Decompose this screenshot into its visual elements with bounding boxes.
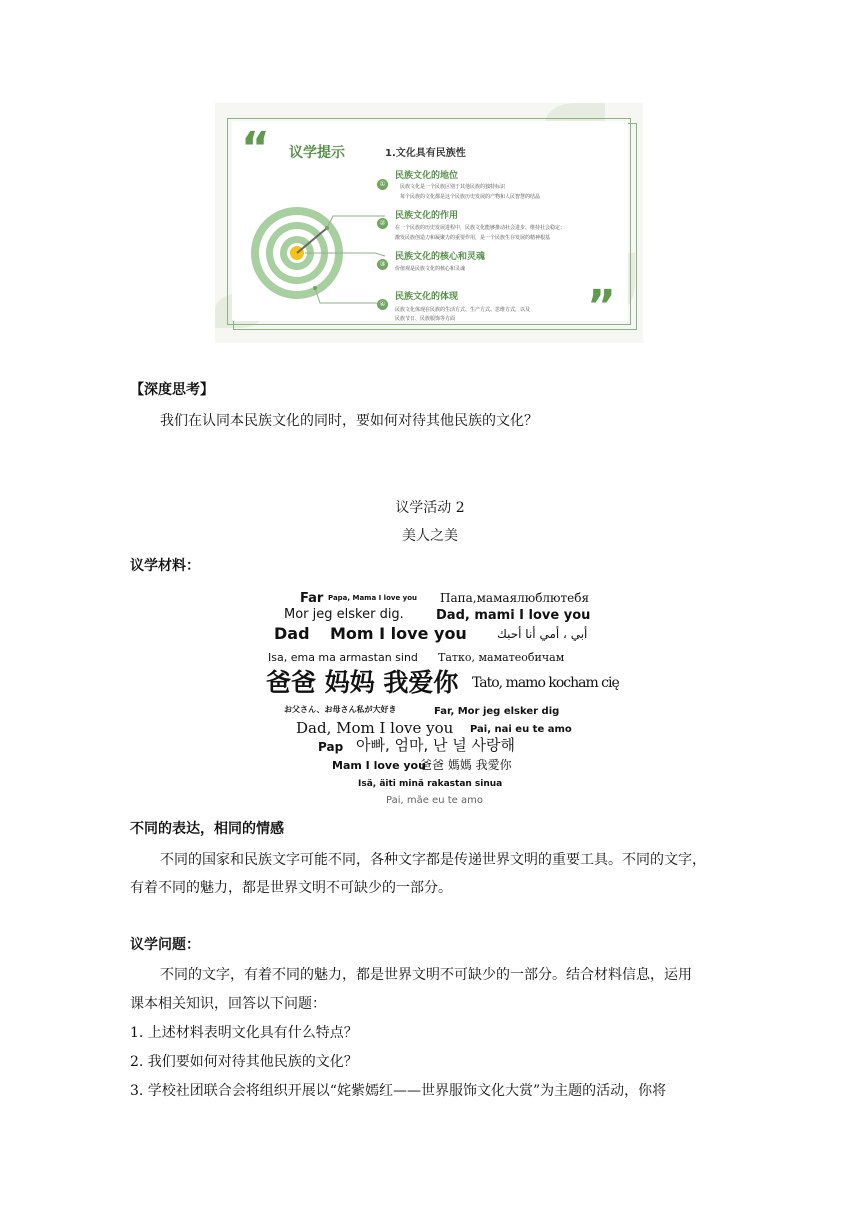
cloud-word: Mom I love you xyxy=(330,624,467,643)
questions-intro-line: 不同的文字，有着不同的魅力，都是世界文明不可缺少的一部分。结合材料信息，运用 xyxy=(160,967,692,983)
section-paragraph-line: 有着不同的魅力，都是世界文明不可缺少的一部分。 xyxy=(130,880,452,896)
item-heading: 民族文化的体现 xyxy=(395,292,459,302)
deep-think-question: 我们在认同本民族文化的同时，要如何对待其他民族的文化？ xyxy=(160,413,538,429)
cloud-word: 爸爸 妈妈 我爱你 xyxy=(266,668,459,697)
slide-title: 议学提示 xyxy=(289,145,345,161)
material-label: 议学材料： xyxy=(130,558,200,574)
item-line: 在一个民族的历史发展进程中，民族文化能够推动社会进步、维持社会稳定； xyxy=(395,225,566,231)
questions-intro-line: 课本相关知识，回答以下问题： xyxy=(130,996,326,1012)
cloud-word: Isa, ema ma armastan sind xyxy=(268,651,418,664)
section-heading: 不同的表达，相同的情感 xyxy=(130,821,284,837)
cloud-word: Dad xyxy=(274,624,310,643)
item-heading: 民族文化的地位 xyxy=(395,171,459,181)
cloud-word: Papa, Mama I love you xyxy=(328,594,417,602)
deep-think-heading: 【深度思考】 xyxy=(130,382,214,398)
item-line: 激发民族创造力和凝聚力的重要作用，是一个民族生存发展的精神根基 xyxy=(395,235,551,241)
lesson-slide-image xyxy=(215,103,643,343)
item-number-icon: ② xyxy=(377,218,388,229)
cloud-word: Dad, mami I love you xyxy=(436,608,591,623)
section-paragraph-line: 不同的国家和民族文字可能不同，各种文字都是传递世界文明的重要工具。不同的文字， xyxy=(160,852,706,868)
item-line: 民族节日、民族服饰等方面 xyxy=(395,316,456,322)
cloud-word: お父さん、お母さん私が大好き xyxy=(284,705,397,714)
cloud-word: أبي ، أمي أنا أحبك xyxy=(497,627,588,641)
questions-heading: 议学问题： xyxy=(130,937,200,953)
cloud-word: Tato, mamo kocham cię xyxy=(472,675,619,691)
cloud-word: Pap xyxy=(318,740,344,754)
item-line: 民族文化体现在民族的生活方式、生产方式、思维方式，以及 xyxy=(395,307,531,313)
question-item: 1. 上述材料表明文化具有什么特点？ xyxy=(130,1025,358,1041)
cloud-word: Far xyxy=(300,591,324,606)
item-line: 民族文化是一个民族区别于其他民族的独特标识 xyxy=(400,184,506,190)
cloud-word: Mor jeg elsker dig. xyxy=(284,607,404,622)
item-number-icon: ① xyxy=(377,179,388,190)
cloud-word: Far, Mor jeg elsker dig xyxy=(434,706,560,717)
item-heading: 民族文化的核心和灵魂 xyxy=(395,252,486,262)
cloud-word: Isä, äiti minä rakastan sinua xyxy=(358,779,503,789)
item-line: 每个民族的文化都是这个民族历史发展的产物和人民智慧的结晶 xyxy=(400,194,541,200)
cloud-word: Папа,мамаялюблютебя xyxy=(440,591,590,605)
close-quote-icon: ” xyxy=(587,281,616,332)
item-heading: 民族文化的作用 xyxy=(395,211,459,221)
activity-title: 议学活动 2 xyxy=(395,500,465,516)
cloud-word: Pai, mãe eu te amo xyxy=(386,795,483,806)
item-number-icon: ③ xyxy=(377,259,388,270)
cloud-word: 아빠, 엄마, 난 널 사랑해 xyxy=(356,736,516,754)
target-icon xyxy=(245,198,415,318)
word-cloud xyxy=(262,580,619,810)
item-number-icon: ④ xyxy=(377,299,388,310)
slide-subtitle: 1.文化具有民族性 xyxy=(385,148,466,159)
cloud-word: 爸爸 媽媽 我愛你 xyxy=(420,758,512,772)
cloud-word: Mam I love you xyxy=(332,759,426,772)
cloud-word: Pai, nai eu te amo xyxy=(470,724,572,735)
item-line: 价值观是民族文化的核心和灵魂 xyxy=(395,266,466,272)
open-quote-icon: “ xyxy=(241,123,270,174)
question-item: 2. 我们要如何对待其他民族的文化？ xyxy=(130,1054,358,1070)
cloud-word: Татко, маматеобичам xyxy=(438,651,565,664)
activity-subtitle: 美人之美 xyxy=(402,528,458,544)
cloud-word: Dad, Mom I love you xyxy=(296,719,454,737)
question-item: 3. 学校社团联合会将组织开展以“姹紫嫣红——世界服饰文化大赏”为主题的活动，你将 xyxy=(130,1083,667,1099)
